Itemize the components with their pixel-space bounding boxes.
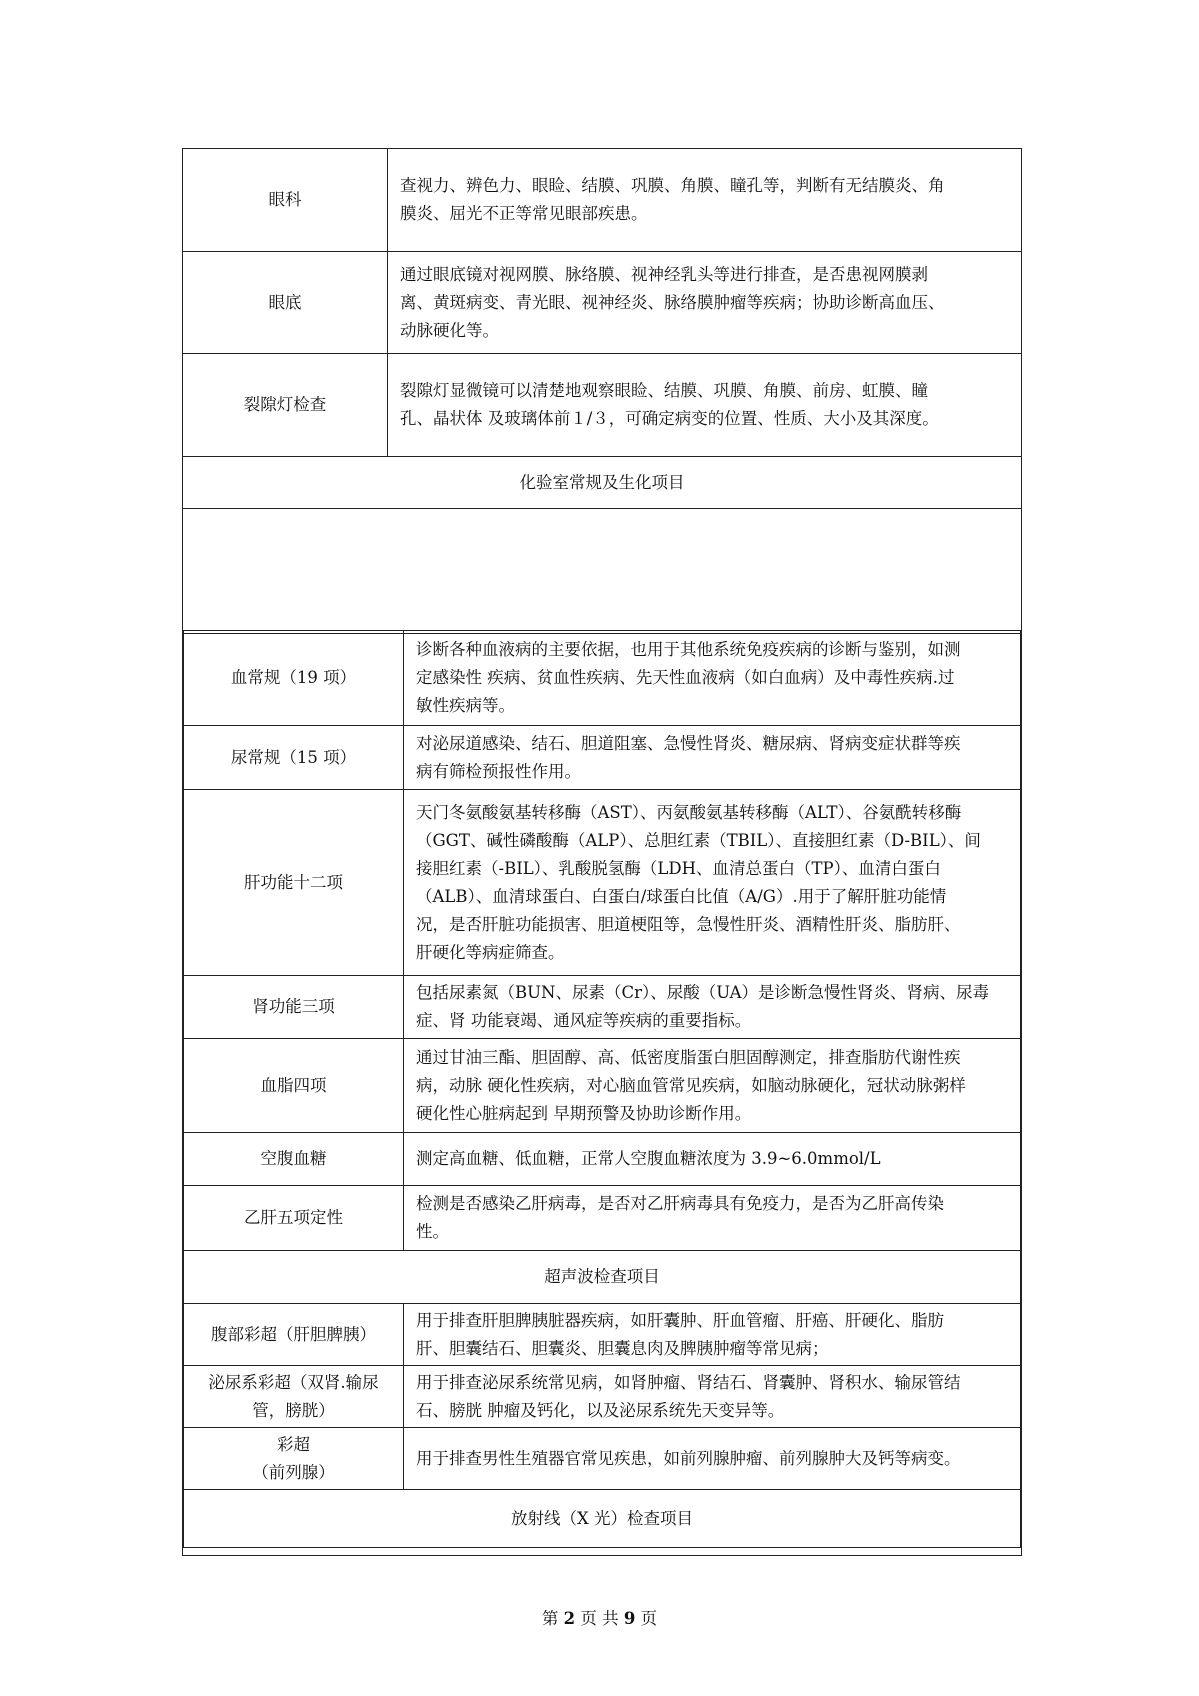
item-name (184, 1304, 404, 1366)
footer-prefix: 第 (541, 1609, 559, 1628)
desc-line: 石、膀胱 肿瘤及钙化，以及泌尿系统先天变异等。 (416, 1400, 785, 1420)
section-header-row (184, 1490, 1021, 1548)
desc-line: 硬化性心脏病起到 早期预警及协助诊断作用。 (416, 1103, 752, 1123)
name-line: （前列腺） (252, 1462, 335, 1482)
desc-line: 查视力、辨色力、眼睑、结膜、巩膜、角膜、瞳孔等，判断有无结膜炎、角 (400, 176, 945, 195)
desc-line: 测定高血糖、低血糖，正常人空腹血糖浓度为 3.9~6.0mmol/L (416, 1149, 881, 1168)
table-row (184, 1304, 1021, 1366)
item-description (404, 790, 1021, 976)
name-line: 腹部彩超（肝胆脾胰） (211, 1324, 376, 1344)
table-row (184, 1186, 1021, 1251)
item-name: 血常规（19 项） (184, 631, 404, 726)
item-description (388, 252, 1022, 354)
eye-exam-table-block (182, 148, 1022, 634)
desc-line: 天门冬氨酸氨基转移酶（AST）、丙氨酸氨基转移酶（ALT）、谷氨酰转移酶 (416, 802, 962, 822)
table-row (184, 631, 1021, 726)
table-row (184, 1428, 1021, 1490)
item-name: 眼底 (183, 252, 388, 354)
desc-line: 检测是否感染乙肝病毒，是否对乙肝病毒具有免疫力，是否为乙肝高传染 (416, 1194, 944, 1213)
empty-row (183, 509, 1022, 634)
item-description (404, 1039, 1021, 1133)
item-description (404, 631, 1021, 726)
table-row (183, 252, 1022, 354)
name-line: 管，膀胱） (252, 1400, 335, 1420)
item-description (404, 1133, 1021, 1186)
item-description (404, 976, 1021, 1039)
table-row (184, 790, 1021, 976)
item-name: 肾功能三项 (184, 976, 404, 1039)
empty-cell (183, 509, 1022, 634)
item-description (404, 1186, 1021, 1251)
page-footer (0, 1607, 1199, 1631)
item-description (404, 1304, 1021, 1366)
desc-line: 接胆红素（-BIL）、乳酸脱氢酶（LDH、血清总蛋白（TP）、血清白蛋白 (416, 858, 941, 878)
desc-line: 离、黄斑病变、青光眼、视神经炎、脉络膜肿瘤等疾病；协助诊断高血压、 (400, 292, 945, 312)
section-title-ultrasound: 超声波检查项目 (184, 1251, 1021, 1304)
desc-line: 性。 (416, 1222, 449, 1241)
section-header-row (184, 1251, 1021, 1304)
item-name: 乙肝五项定性 (184, 1186, 404, 1251)
desc-line: 病有筛检预报性作用。 (416, 761, 581, 781)
item-name: 裂隙灯检查 (183, 354, 388, 457)
desc-line: 病，动脉 硬化性疾病，对心脑血管常见疾病，如脑动脉硬化，冠状动脉粥样 (416, 1075, 966, 1095)
desc-line: （GGT、碱性磷酸酶（ALP）、总胆红素（TBIL）、直接胆红素（D-BIL）、间 (416, 830, 981, 850)
desc-line: 对泌尿道感染、结石、胆道阻塞、急慢性肾炎、糖尿病、肾病变症状群等疾 (416, 733, 961, 753)
section-header-row (183, 457, 1022, 509)
section-title-lab: 化验室常规及生化项目 (183, 457, 1022, 509)
table-row (184, 1039, 1021, 1133)
table-row (184, 976, 1021, 1039)
desc-line: 裂隙灯显微镜可以清楚地观察眼睑、结膜、巩膜、角膜、前房、虹膜、瞳 (400, 381, 928, 400)
footer-suffix: 页 (640, 1609, 658, 1628)
table-row (184, 1133, 1021, 1186)
desc-line: 用于排查泌尿系统常见病，如肾肿瘤、肾结石、肾囊肿、肾积水、输尿管结 (416, 1372, 961, 1392)
table-row (184, 726, 1021, 790)
desc-line: 包括尿素氮（BUN、尿素（Cr）、尿酸（UA）是诊断急慢性肾炎、肾病、尿毒 (416, 983, 990, 1002)
footer-middle: 页 共 (580, 1609, 619, 1628)
desc-line: 肝、胆囊结石、胆囊炎、胆囊息肉及脾胰肿瘤等常见病； (416, 1338, 829, 1358)
item-name (184, 1428, 404, 1490)
item-description (388, 354, 1022, 457)
name-line: 泌尿系彩超（双肾.输尿 (208, 1372, 379, 1392)
table-row (183, 354, 1022, 457)
desc-line: 通过眼底镜对视网膜、脉络膜、视神经乳头等进行排查，是否患视网膜剥 (400, 264, 928, 284)
item-description (388, 149, 1022, 252)
desc-line: 诊断各种血液病的主要依据，也用于其他系统免疫疾病的诊断与鉴别，如测 (416, 640, 961, 659)
current-page-number: 2 (563, 1609, 576, 1628)
lab-table (183, 630, 1021, 1548)
desc-line: 用于排查男性生殖器官常见疾患，如前列腺肿瘤、前列腺肿大及钙等病变。 (416, 1448, 961, 1468)
total-pages-number: 9 (623, 1609, 636, 1628)
desc-line: （ALB）、血清球蛋白、白蛋白/球蛋白比值（A/G）.用于了解肝脏功能情 (416, 886, 947, 906)
desc-line: 孔、晶状体 及玻璃体前１/３，可确定病变的位置、性质、大小及其深度。 (400, 409, 939, 428)
item-description (404, 726, 1021, 790)
desc-line: 况，是否肝脏功能损害、胆道梗阻等，急慢性肝炎、酒精性肝炎、脂肪肝、 (416, 914, 961, 934)
section-title-xray: 放射线（X 光）检查项目 (184, 1490, 1021, 1548)
item-name: 肝功能十二项 (184, 790, 404, 976)
desc-line: 用于排查肝胆脾胰脏器疾病，如肝囊肿、肝血管瘤、肝癌、肝硬化、脂肪 (416, 1310, 944, 1330)
desc-line: 定感染性 疾病、贫血性疾病、先天性血液病（如白血病）及中毒性疾病.过 (416, 668, 955, 687)
desc-line: 症、肾 功能衰竭、通风症等疾病的重要指标。 (416, 1011, 752, 1030)
item-name (184, 1366, 404, 1428)
item-description (404, 1366, 1021, 1428)
desc-line: 敏性疾病等。 (416, 696, 515, 715)
item-name: 血脂四项 (184, 1039, 404, 1133)
desc-line: 通过甘油三酯、胆固醇、高、低密度脂蛋白胆固醇测定，排查脂肪代谢性疾 (416, 1047, 961, 1067)
desc-line: 膜炎、屈光不正等常见眼部疾患。 (400, 204, 648, 223)
item-description (404, 1428, 1021, 1490)
item-name: 尿常规（15 项） (184, 726, 404, 790)
desc-line: 肝硬化等病症筛查。 (416, 942, 565, 962)
eye-exam-table (182, 148, 1022, 634)
table-row (184, 1366, 1021, 1428)
table-row (183, 149, 1022, 252)
item-name: 空腹血糖 (184, 1133, 404, 1186)
lab-table-block (182, 630, 1022, 1556)
desc-line: 动脉硬化等。 (400, 320, 499, 340)
item-name: 眼科 (183, 149, 388, 252)
name-line: 彩超 (277, 1434, 310, 1454)
